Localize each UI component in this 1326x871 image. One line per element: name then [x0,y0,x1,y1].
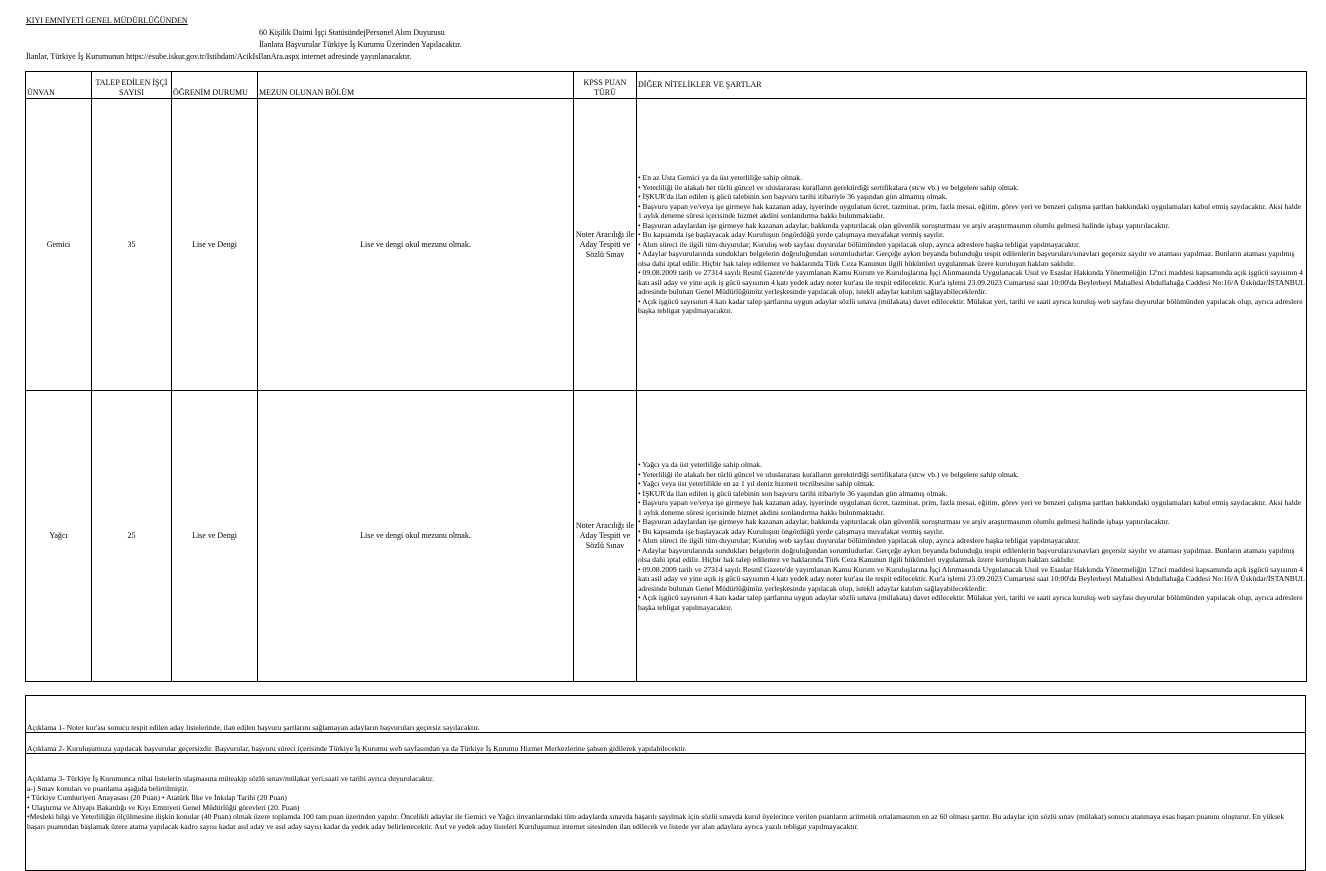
table-row [26,391,1307,682]
requirement-item: • Açık işgücü sayısının 4 katı kadar talep şartlarına uygun adaylar sözlü sınava (mülakata) davet edilecektir. Mülakat yeri, tarihi ve saati ayrıca kuruluş web sayfası duyurular bölümünden yapılacak olup, ayrıca adreslere başka tebligat yapılmayacaktır. [638,593,1303,612]
note-3-line: • Ulaştırma ve Altyapı Bakanlığı ve Kıyı Emniyeti Genel Müdürlüğü görevleri (20. Puan) [27,802,300,812]
requirement-item: • En az Usta Gemici ya da üst yeterliliğe sahip olmak. [638,173,802,183]
requirement-item: • Başvuran adaylardan işe girmeye hak kazanan adaylar, hakkında yaptırılacak olan güvenlik soruşturması ve arşiv araştırmasının olumlu gelmesi halinde işbaşı yaptırılacaktır. [638,220,1170,230]
requirement-item: • Yeterliliği ile alakalı her türlü güncel ve uluslararası kuralların gerektirdiği sertifikalara (stcw vb.) ve belgelere sahip olmak. [638,182,1019,192]
requirement-item: • 09.08.2009 tarih ve 27314 sayılı Resmî Gazete'de yayımlanan Kamu Kurum ve Kuruluşlarına İşçi Alınmasında Uygulanacak Usul ve Esaslar Hakkında Yönetmeliğin 12'nci maddesi kapsamında açık işgücü sayısının 4 katı asil aday ve yine açık iş gücü sayısının 4 katı yedek aday noter kur'ası ile tespit edilecektir. Kur'a işlemi 23.09.2023 Cumartesi saat 10:00'da Beylerbeyi Mahallesi Abdullahağa Caddesi No:16/A Üsküdar/İSTANBUL adresinde bulunan Genel Müdürlüğümüz yerleşkesinde yapılacak olup, istekli adaylar katılım sağlayabileceklerdir. [638,268,1305,297]
cell-requirements [637,391,1307,682]
requirement-item: • İŞKUR'da ilan edilen iş gücü talebinin son başvuru tarihi itibariyle 36 yaşından gün almamış olmak. [638,192,948,202]
cell-unvan: Yağcı [26,391,92,682]
note-3-line: • Türkiye Cumhuriyeti Anayasası (20 Puan) • Atatürk İlke ve İnkılap Tarihi (20 Puan) [27,793,287,802]
listing-url-info: İlanlar, Türkiye İş Kurumunun https://esube.iskur.gov.tr/Istihdam/AcikIsIlanAra.aspx internet adresinde yayınlanacaktır. [26,52,412,61]
note-3 [26,754,1306,871]
col-header-unvan: ÜNVAN [26,72,92,99]
requirement-item: • İŞKUR'da ilan edilen iş gücü talebinin son başvuru tarihi itibariyle 36 yaşından gün almamış olmak. [638,488,948,498]
cell-ogrenim: Lise ve Dengi [172,391,258,682]
requirement-item: • Alım süreci ile ilgili tüm duyurular; Kuruluş web sayfası duyurular bölümünden yapılacak olup, ayrıca adreslere başka tebligat yapılmayacaktır. [638,239,1081,249]
table-header-row [26,72,1307,99]
col-header-ogrenim: ÖĞRENİM DURUMU [172,72,258,99]
application-info: İlanlara Başvurular Türkiye İş Kurumu Üzerinden Yapılacaktır. [259,40,462,49]
col-header-diger: DİĞER NİTELİKLER VE ŞARTLAR [637,72,1307,99]
organization-title: KIYI EMNİYETİ GENEL MÜDÜRLÜĞÜNDEN [26,16,188,25]
requirement-item: • Bu kapsamda işe başlayacak aday Kuruluşun öngördüğü yerde çalışmaya muvafakat vermiş sayılır. [638,526,945,536]
cell-bolum: Lise ve dengi okul mezunu olmak. [258,391,574,682]
requirement-item: • Alım süreci ile ilgili tüm duyurular; Kuruluş web sayfası duyurular bölümünden yapılacak olup, ayrıca adreslere başka tebligat yapılmayacaktır. [638,536,1081,545]
requirement-item: • Açık işgücü sayısının 4 katı kadar talep şartlarına uygun adaylar sözlü sınava (mülakata) davet edilecektir. Mülakat yeri, tarihi ve saati ayrıca kuruluş web sayfası duyurular bölümünden yapılacak olup, ayrıca adreslere başka tebligat yapılmayacaktır. [638,296,1303,316]
col-header-bolum: MEZUN OLUNAN BÖLÜM [258,72,574,99]
note-row [26,754,1306,871]
cell-unvan: Gemici [26,99,92,391]
notes-table [25,695,1306,871]
cell-requirements [637,99,1307,391]
requirement-item: • Başvuru yapan ve/veya işe girmeye hak kazanan aday, işyerinde uygulanan ücret, tazminat, prim, fazla mesai, eğitim, görev yeri ve benzeri çalışma şartları hakkındaki uygulamaları kabul etmiş sayılacaktır. Aksi halde 1 aylık deneme süresi içerisinde hizmet akdini sonlandırma hakkı bulunmaktadır. [638,201,1302,221]
cell-bolum: Lise ve dengi okul mezunu olmak. [258,99,574,391]
cell-talep: 35 [92,99,172,391]
cell-kpss: Noter Aracılığı ile Aday Tespiti ve Sözlü Sınav [574,99,637,391]
requirement-item: • Başvuran adaylardan işe girmeye hak kazanan adaylar, hakkında yaptırılacak olan güvenlik soruşturması ve arşiv araştırmasının olumlu gelmesi halinde işbaşı yaptırılacaktır. [638,517,1170,526]
announcement-title: 60 Kişilik Daimi İşçi StatüsündejPersonel Alım Duyurusu [259,28,445,37]
note-3-line: a-) Sınav konuları ve puanlama aşağıda belirtilmiştir. [27,783,189,793]
note-3-line: Açıklama 3- Türkiye İş Kurumunca nihai listelerin ulaşmasına müteakip sözlü sınav/mülakat yeri,saati ve tarihi ayrıca duyurulacaktır. [27,774,435,783]
col-header-talep: TALEP EDİLEN İŞÇİ SAYISI [92,72,172,99]
requirement-item: • Başvuru yapan ve/veya işe girmeye hak kazanan aday, işyerinde uygulanan ücret, tazminat, prim, fazla mesai, eğitim, görev yeri ve benzeri çalışma şartları hakkındaki uygulamaları kabul etmiş sayılacaktır. Aksi halde 1 aylık deneme süresi içerisinde hizmet akdini sonlandırma hakkı bulunmaktadır. [638,498,1302,517]
note-1: Açıklama 1- Noter kur'ası sonucu tespit edilen aday listelerinde, ilan edilen başvuru şartlarını sağlamayan adayların başvuruları geçersiz sayılacaktır. [26,696,1306,733]
cell-talep: 25 [92,391,172,682]
note-3-line: •Mesleki bilgi ve Yeterliliğin ölçülmesine ilişkin konular (40 Puan) olmak üzere toplamda 100 tam puan üzerinden yapılır. Öncelikli adaylar ile Gemici ve Yağcı ünvanlarındaki tüm adaylarda sınavda başarılı sayılmak için sözlü sınavda kurul üyelerince verilen puanların aritmetik ortalamasının en az 60 olması şarttır. Bu adaylar için sözlü sınav (mülakat) sonucu atanmaya esas başarı puanını oluşturur. En yüksek başarı puanından başlamak üzere atama yapılacak kadro sayısı kadar asıl aday ve asıl aday sayısı kadar da yedek aday belirlenecektir. Asıl ve yedek aday listeleri Kuruluşumuz internet sitesinden ilan edilecek ve listede yer alan adaylara ayrıca yazılı tebligat yapılmayacaktır. [27,812,1285,831]
requirement-item: • Adaylar başvurularında sundukları belgelerin doğruluğundan sorumludurlar. Gerçeğe aykırı beyanda bulunduğu tespit edilenlerin başvuruları/sınavları geçersiz sayılır ve ataması yapılmaz. Bunların ataması yapılmış olsa dahi iptal edilir. Hiçbir hak talep edilemez ve haklarında Türk Ceza Kanunun ilgili hükümleri uygulanmak üzere kuruluşun hakları saklıdır. [638,249,1295,268]
table-row [26,99,1307,391]
cell-ogrenim: Lise ve Dengi [172,99,258,391]
note-row [26,696,1306,733]
col-header-kpss: KPSS PUAN TÜRÜ [574,72,637,99]
note-2: Açıklama 2- Kuruluşumuza yapılacak başvurular geçersizdir. Başvurular, başvuru süreci içerisinde Türkiye İş Kurumu web sayfasından ya da Türkiye İş Kurumu Hizmet Merkezlerine şahsen gidilerek yapılabilecektir. [26,733,1306,754]
requirement-item: • 09.08.2009 tarih ve 27314 sayılı Resmî Gazete'de yayımlanan Kamu Kurum ve Kuruluşlarına İşçi Alınmasında Uygulanacak Usul ve Esaslar Hakkında Yönetmeliğin 12'nci maddesi kapsamında açık işgücü sayısının 4 katı asil aday ve yine açık iş gücü sayısının 4 katı yedek aday noter kur'ası ile tespit edilecektir. Kur'a işlemi 23.09.2023 Cumartesi saat 10:00'da Beylerbeyi Mahallesi Abdullahağa Caddesi No:16/A Üsküdar/İSTANBUL adresinde bulunan Genel Müdürlüğümüz yerleşkesinde yapılacak olup, istekli adaylar katılım sağlayabileceklerdir. [638,564,1305,593]
requirement-item: • Bu kapsamda işe başlayacak aday Kuruluşun öngördüğü yerde çalışmaya muvafakat vermiş sayılır. [638,230,945,240]
requirement-item: • Yağcı veya üst yeterlilikle en az 1 yıl deniz hizmeti tecrübesine sahip olmak. [638,479,875,488]
requirement-item: • Yeterliliği ile alakalı her türlü güncel ve uluslararası kuralların gerektirdiği sertifikalara (stcw vb.) ve belgelere sahip olmak. [638,469,1019,479]
note-row [26,733,1306,754]
requirement-item: • Adaylar başvurularında sundukları belgelerin doğruluğundan sorumludurlar. Gerçeğe aykırı beyanda bulunduğu tespit edilenlerin başvuruları/sınavları geçersiz sayılır ve ataması yapılmaz. Bunların ataması yapılmış olsa dahi iptal edilir. Hiçbir hak talep edilemez ve haklarında Türk Ceza Kanunun ilgili hükümleri uygulanmak üzere kuruluşun hakları saklıdır. [638,545,1295,564]
positions-table [25,71,1307,682]
cell-kpss: Noter Aracılığı ile Aday Tespiti ve Sözlü Sınav [574,391,637,682]
requirement-item: • Yağcı ya da üst yeterliliğe sahip olmak. [638,460,762,469]
